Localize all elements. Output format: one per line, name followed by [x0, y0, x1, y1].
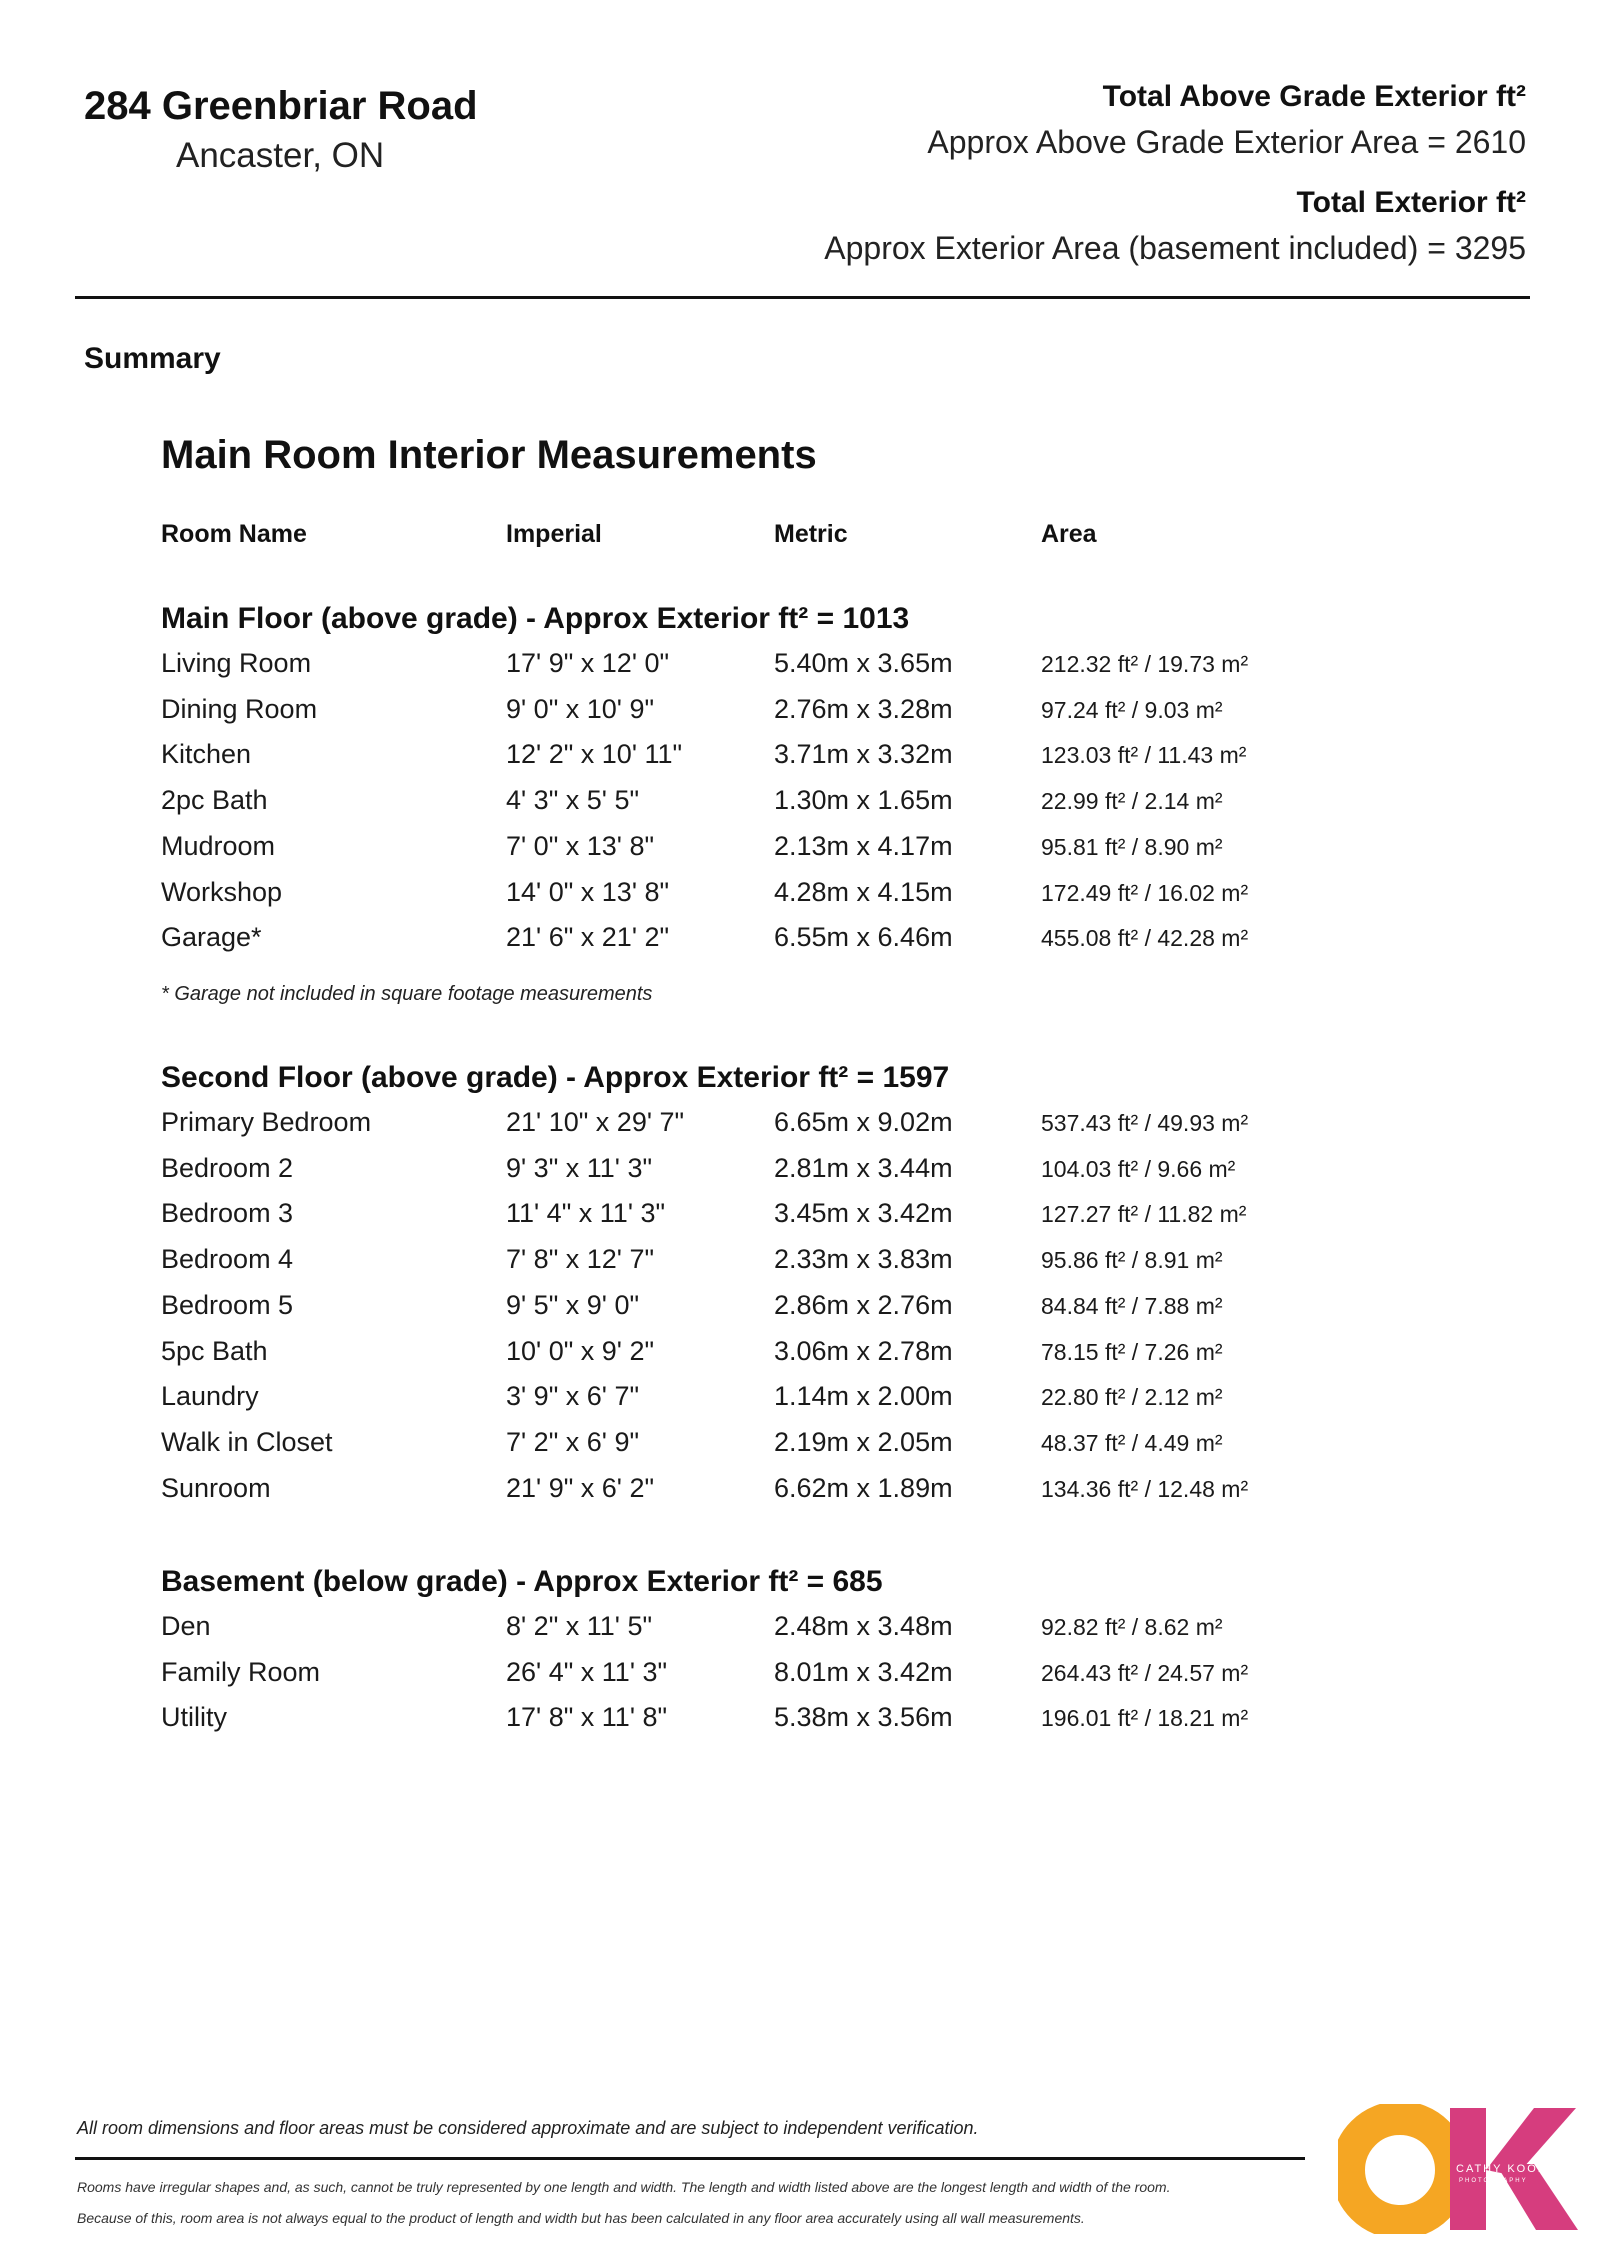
room-imperial: 12' 2" x 10' 11" [506, 739, 683, 770]
room-imperial: 9' 5" x 9' 0" [506, 1289, 640, 1320]
room-name: Bedroom 5 [161, 1289, 294, 1320]
room-area: 95.86 ft² / 8.91 m² [1041, 1247, 1223, 1274]
room-imperial: 3' 9" x 6' 7" [506, 1381, 640, 1412]
column-header-room-name: Room Name [161, 520, 307, 548]
room-imperial: 21' 10" x 29' 7" [506, 1107, 685, 1137]
section-title-second-floor: Second Floor (above grade) - Approx Exterior ft² = 1597 [161, 1061, 950, 1094]
room-area: 196.01 ft² / 18.21 m² [1041, 1705, 1249, 1732]
logo-o-ring [1348, 2118, 1452, 2222]
room-imperial: 11' 4" x 11' 3" [506, 1198, 666, 1229]
room-metric: 1.30m x 1.65m [774, 785, 953, 816]
room-row [0, 1153, 1600, 1199]
footer-disclaimer: All room dimensions and floor areas must be considered approximate and are subject to independent verification. [77, 2118, 979, 2138]
room-row [0, 1336, 1600, 1382]
room-metric: 5.40m x 3.65m [774, 648, 953, 678]
cathy-koop-logo [1338, 2104, 1578, 2234]
room-name: 5pc Bath [161, 1335, 268, 1366]
room-row [0, 1198, 1600, 1244]
room-row [0, 1381, 1600, 1427]
room-row [0, 1473, 1600, 1519]
room-metric: 3.45m x 3.42m [774, 1198, 953, 1229]
room-area: 455.08 ft² / 42.28 m² [1041, 925, 1249, 952]
room-area: 104.03 ft² / 9.66 m² [1041, 1155, 1236, 1182]
room-metric: 2.13m x 4.17m [774, 830, 953, 861]
room-area: 84.84 ft² / 7.88 m² [1041, 1292, 1223, 1319]
room-metric: 1.14m x 2.00m [774, 1381, 953, 1412]
room-metric: 5.38m x 3.56m [774, 1702, 953, 1733]
room-row [0, 1611, 1600, 1657]
section-title-main-floor: Main Floor (above grade) - Approx Exterior ft² = 1013 [161, 602, 910, 635]
room-imperial: 7' 0" x 13' 8" [506, 830, 655, 861]
room-name: Bedroom 2 [161, 1152, 294, 1183]
room-area: 92.82 ft² / 8.62 m² [1041, 1614, 1223, 1640]
room-area: 22.80 ft² / 2.12 m² [1041, 1384, 1223, 1411]
footer-note-line-2: Because of this, room area is not always equal to the product of length and width but has been calculated in any floor area accurately using all wall measurements. [77, 2210, 1085, 2226]
room-row [0, 1290, 1600, 1336]
room-area: 95.81 ft² / 8.90 m² [1041, 833, 1223, 860]
room-row [0, 877, 1600, 923]
room-imperial: 14' 0" x 13' 8" [506, 876, 670, 907]
room-name: Laundry [161, 1381, 259, 1412]
room-name: Den [161, 1611, 211, 1641]
room-row [0, 1702, 1600, 1748]
room-imperial: 10' 0" x 9' 2" [506, 1335, 655, 1366]
room-name: Family Room [161, 1656, 321, 1687]
logo-subtext: PHOTOGRAPHY [1459, 2178, 1528, 2184]
page-title: Main Room Interior Measurements [161, 433, 817, 477]
footer-divider [75, 2157, 1305, 2160]
room-area: 97.24 ft² / 9.03 m² [1041, 696, 1223, 723]
room-imperial: 7' 2" x 6' 9" [506, 1426, 640, 1457]
room-area: 123.03 ft² / 11.43 m² [1041, 742, 1247, 769]
room-row [0, 739, 1600, 785]
room-metric: 2.19m x 2.05m [774, 1426, 953, 1457]
logo-text: CATHY KOOP [1456, 2163, 1548, 2175]
room-metric: 2.86m x 2.76m [774, 1289, 953, 1320]
room-imperial: 17' 9" x 12' 0" [506, 648, 670, 678]
room-imperial: 17' 8" x 11' 8" [506, 1702, 668, 1733]
room-imperial: 9' 3" x 11' 3" [506, 1152, 653, 1183]
room-name: Mudroom [161, 830, 276, 861]
room-name: Dining Room [161, 693, 318, 724]
room-name: Walk in Closet [161, 1426, 333, 1457]
total-exterior-heading: Total Exterior ft² [1296, 186, 1526, 219]
room-name: Living Room [161, 648, 312, 678]
room-metric: 6.65m x 9.02m [774, 1107, 953, 1137]
header-divider [75, 296, 1530, 299]
column-header-imperial: Imperial [506, 520, 602, 548]
room-name: Kitchen [161, 739, 252, 770]
room-imperial: 9' 0" x 10' 9" [506, 693, 655, 724]
room-imperial: 21' 6" x 21' 2" [506, 922, 670, 953]
room-row [0, 1657, 1600, 1703]
room-area: 134.36 ft² / 12.48 m² [1041, 1475, 1249, 1502]
room-imperial: 26' 4" x 11' 3" [506, 1656, 668, 1687]
room-imperial: 4' 3" x 5' 5" [506, 785, 640, 816]
room-row [0, 694, 1600, 740]
column-header-area: Area [1041, 520, 1097, 548]
above-grade-value: Approx Above Grade Exterior Area = 2610 [927, 124, 1526, 160]
above-grade-heading: Total Above Grade Exterior ft² [1102, 80, 1526, 113]
room-metric: 3.06m x 2.78m [774, 1335, 953, 1366]
garage-note: * Garage not included in square footage measurements [161, 983, 653, 1005]
room-area: 172.49 ft² / 16.02 m² [1041, 879, 1249, 906]
room-name: Bedroom 3 [161, 1198, 294, 1229]
room-metric: 2.81m x 3.44m [774, 1152, 953, 1183]
summary-label: Summary [84, 342, 221, 375]
room-name: 2pc Bath [161, 785, 268, 816]
room-metric: 8.01m x 3.42m [774, 1656, 953, 1687]
room-name: Garage* [161, 922, 262, 953]
room-area: 264.43 ft² / 24.57 m² [1041, 1659, 1249, 1686]
room-imperial: 8' 2" x 11' 5" [506, 1611, 653, 1641]
footer-note-line-1: Rooms have irregular shapes and, as such, cannot be truly represented by one length and width. The length and width listed above are the longest length and width of the room. [77, 2179, 1171, 2195]
room-area: 537.43 ft² / 49.93 m² [1041, 1110, 1249, 1136]
room-row [0, 831, 1600, 877]
room-row [0, 922, 1600, 968]
room-metric: 6.55m x 6.46m [774, 922, 953, 953]
room-metric: 4.28m x 4.15m [774, 876, 953, 907]
room-row [0, 1427, 1600, 1473]
room-row [0, 785, 1600, 831]
room-row [0, 1107, 1600, 1153]
room-imperial: 7' 8" x 12' 7" [506, 1244, 655, 1275]
room-name: Bedroom 4 [161, 1244, 294, 1275]
column-header-metric: Metric [774, 520, 848, 548]
room-area: 48.37 ft² / 4.49 m² [1041, 1429, 1223, 1456]
room-name: Utility [161, 1702, 227, 1733]
room-area: 127.27 ft² / 11.82 m² [1041, 1201, 1247, 1228]
room-name: Workshop [161, 876, 283, 907]
room-area: 212.32 ft² / 19.73 m² [1041, 651, 1249, 677]
room-metric: 6.62m x 1.89m [774, 1472, 953, 1503]
property-address: 284 Greenbriar Road [84, 84, 478, 128]
room-metric: 3.71m x 3.32m [774, 739, 953, 770]
room-area: 22.99 ft² / 2.14 m² [1041, 788, 1223, 815]
room-metric: 2.76m x 3.28m [774, 693, 953, 724]
section-title-basement: Basement (below grade) - Approx Exterior ft² = 685 [161, 1565, 883, 1598]
room-area: 78.15 ft² / 7.26 m² [1041, 1338, 1223, 1365]
room-name: Sunroom [161, 1472, 271, 1503]
total-exterior-value: Approx Exterior Area (basement included) = 3295 [824, 230, 1526, 266]
property-city: Ancaster, ON [176, 136, 385, 175]
room-imperial: 21' 9" x 6' 2" [506, 1472, 655, 1503]
room-row [0, 1244, 1600, 1290]
room-row [0, 648, 1600, 694]
room-metric: 2.33m x 3.83m [774, 1244, 953, 1275]
room-name: Primary Bedroom [161, 1107, 372, 1137]
room-metric: 2.48m x 3.48m [774, 1611, 953, 1641]
